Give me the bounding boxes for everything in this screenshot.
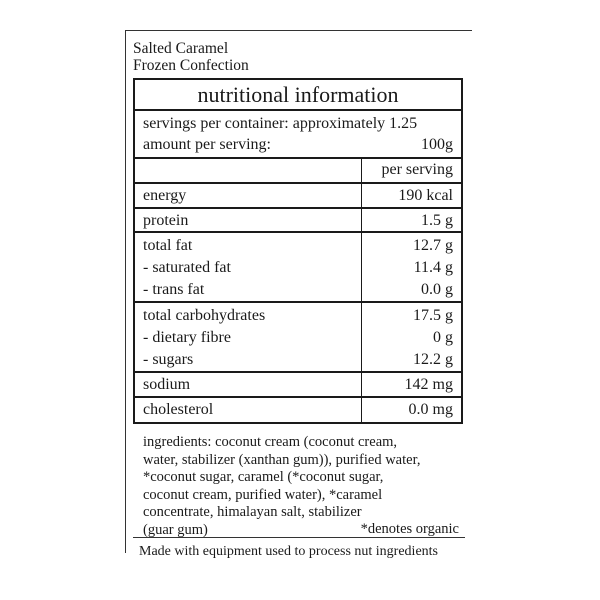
label-border-left <box>125 30 126 553</box>
nutrient-section-cholesterol <box>135 398 461 422</box>
product-name <box>133 40 249 74</box>
nutrient-value: 1.5 g <box>421 212 453 229</box>
ingredients-line: (guar gum) <box>143 521 208 538</box>
nutrient-label: - dietary fibre <box>143 329 231 346</box>
amount-per-serving-value: 100g <box>421 136 453 153</box>
nutrient-section-energy <box>135 184 461 209</box>
column-divider <box>361 233 362 301</box>
nutrient-section-sodium <box>135 373 461 398</box>
column-divider <box>361 398 362 422</box>
ingredients-line: coconut cream, purified water), *caramel <box>143 486 383 503</box>
amount-per-serving-label: amount per serving: <box>143 136 271 153</box>
nutrient-value: 12.2 g <box>413 351 453 368</box>
nutrient-value: 0.0 g <box>421 281 453 298</box>
column-divider <box>361 373 362 396</box>
ingredients-line: *coconut sugar, caramel (*coconut sugar, <box>143 469 384 485</box>
nutrient-section-fat <box>135 233 461 303</box>
column-divider <box>361 184 362 207</box>
label-border-top <box>125 30 472 31</box>
servings-per-container: servings per container: approximately 1.25 <box>143 115 418 132</box>
nutrient-value: 17.5 g <box>413 307 453 324</box>
product-name-line-2: Frozen Confection <box>133 57 249 74</box>
nutrient-value: 190 kcal <box>398 187 453 204</box>
column-divider <box>361 303 362 371</box>
panel-title-row <box>135 80 461 111</box>
nutrient-value: 0 g <box>433 329 453 346</box>
nutrient-label: sodium <box>143 376 191 393</box>
nutrient-label: total fat <box>143 237 193 254</box>
nutrient-label: protein <box>143 212 189 229</box>
column-divider <box>361 159 362 182</box>
nutrient-value: 12.7 g <box>413 237 453 254</box>
ingredients-line: ingredients: coconut cream (coconut cream, <box>143 434 398 450</box>
column-header-row <box>135 159 461 184</box>
nutrient-label: total carbohydrates <box>143 307 266 324</box>
footer-divider <box>133 537 465 538</box>
nutrient-label: - saturated fat <box>143 259 231 276</box>
nutrient-label: - trans fat <box>143 281 205 298</box>
serving-info <box>135 111 461 159</box>
product-name-line-1: Salted Caramel <box>133 40 229 57</box>
allergen-note: Made with equipment used to process nut ingredients <box>139 544 438 559</box>
nutrient-section-protein <box>135 209 461 233</box>
ingredients-block <box>143 434 465 539</box>
column-header-per-serving: per serving <box>381 161 453 178</box>
ingredients-line: water, stabilizer (xanthan gum)), purified water, <box>143 451 421 468</box>
column-divider <box>361 209 362 231</box>
panel-title: nutritional information <box>197 82 399 107</box>
nutrient-value: 0.0 mg <box>408 401 453 418</box>
nutrient-value: 11.4 g <box>413 259 453 276</box>
nutrient-label: cholesterol <box>143 401 214 418</box>
nutrient-label: - sugars <box>143 351 194 368</box>
nutrient-label: energy <box>143 187 187 204</box>
ingredients-line: concentrate, himalayan salt, stabilizer <box>143 504 362 520</box>
nutrient-value: 142 mg <box>404 376 453 393</box>
nutrition-panel <box>133 78 463 424</box>
organic-note: *denotes organic <box>360 521 459 537</box>
nutrient-section-carbohydrates <box>135 303 461 373</box>
